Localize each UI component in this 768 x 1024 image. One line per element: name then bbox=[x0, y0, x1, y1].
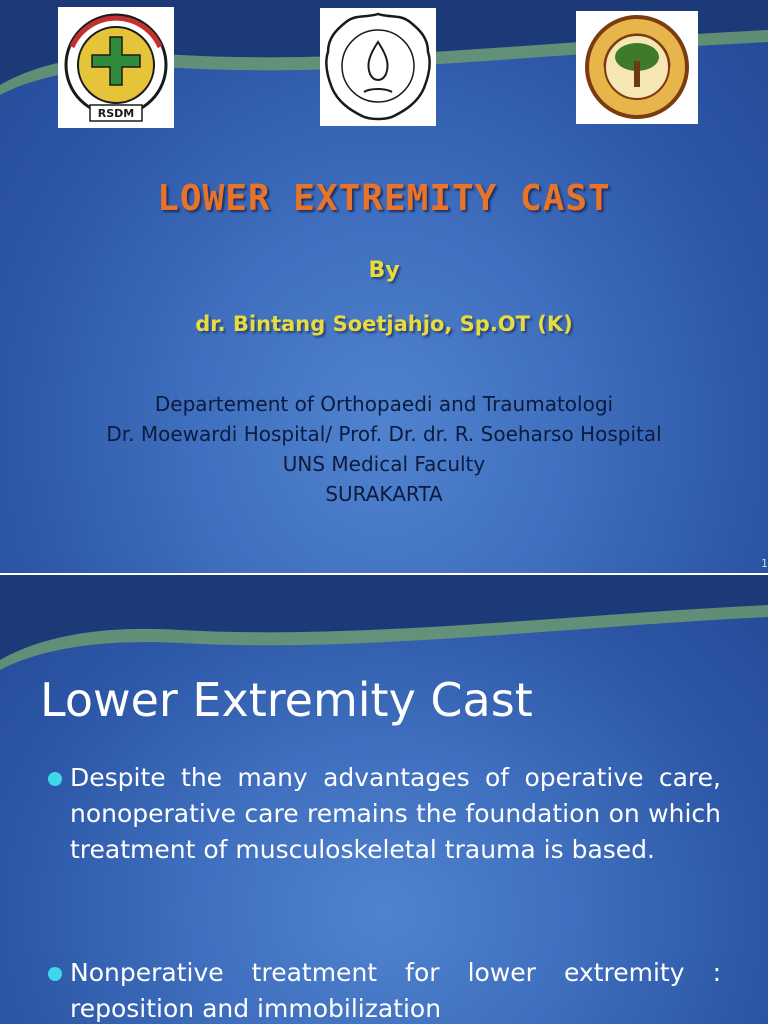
uns-university-logo bbox=[320, 8, 436, 126]
faculty-line: UNS Medical Faculty bbox=[282, 452, 486, 476]
rs-ortopedi-logo bbox=[576, 11, 698, 124]
institution-block bbox=[100, 390, 668, 508]
uns-university-seal-icon bbox=[320, 8, 436, 126]
rsdm-hospital-logo bbox=[58, 7, 174, 128]
bullet-item bbox=[48, 955, 721, 1024]
content-slide bbox=[0, 575, 768, 1024]
svg-text:RSDM: RSDM bbox=[97, 107, 135, 120]
hospital-line: Dr. Moewardi Hospital/ Prof. Dr. dr. R. Soeharso Hospital bbox=[106, 422, 662, 446]
byline-label: By bbox=[368, 258, 400, 283]
slide-page-number: 1 bbox=[761, 557, 768, 570]
bullet-text: Nonperative treatment for lower extremity : reposition and immobilization bbox=[70, 958, 721, 1023]
header-swoosh-decoration bbox=[0, 575, 768, 685]
bullet-text: Despite the many advantages of operative care, nonoperative care remains the foundation on which treatment of musculoskeletal trauma is based. bbox=[70, 763, 721, 864]
author-name: dr. Bintang Soetjahjo, Sp.OT (K) bbox=[195, 312, 573, 336]
rs-ortopedi-seal-icon bbox=[576, 11, 698, 124]
city-line: SURAKARTA bbox=[325, 482, 443, 506]
bullet-dot-icon bbox=[48, 772, 62, 786]
department-line: Departement of Orthopaedi and Traumatologi bbox=[154, 392, 614, 416]
rsdm-hospital-seal-icon bbox=[58, 7, 174, 128]
bullet-dot-icon bbox=[48, 967, 62, 981]
bullet-item bbox=[48, 760, 721, 868]
slide-title: Lower Extremity Cast bbox=[40, 673, 533, 727]
presentation-title: LOWER EXTREMITY CAST bbox=[157, 178, 611, 219]
